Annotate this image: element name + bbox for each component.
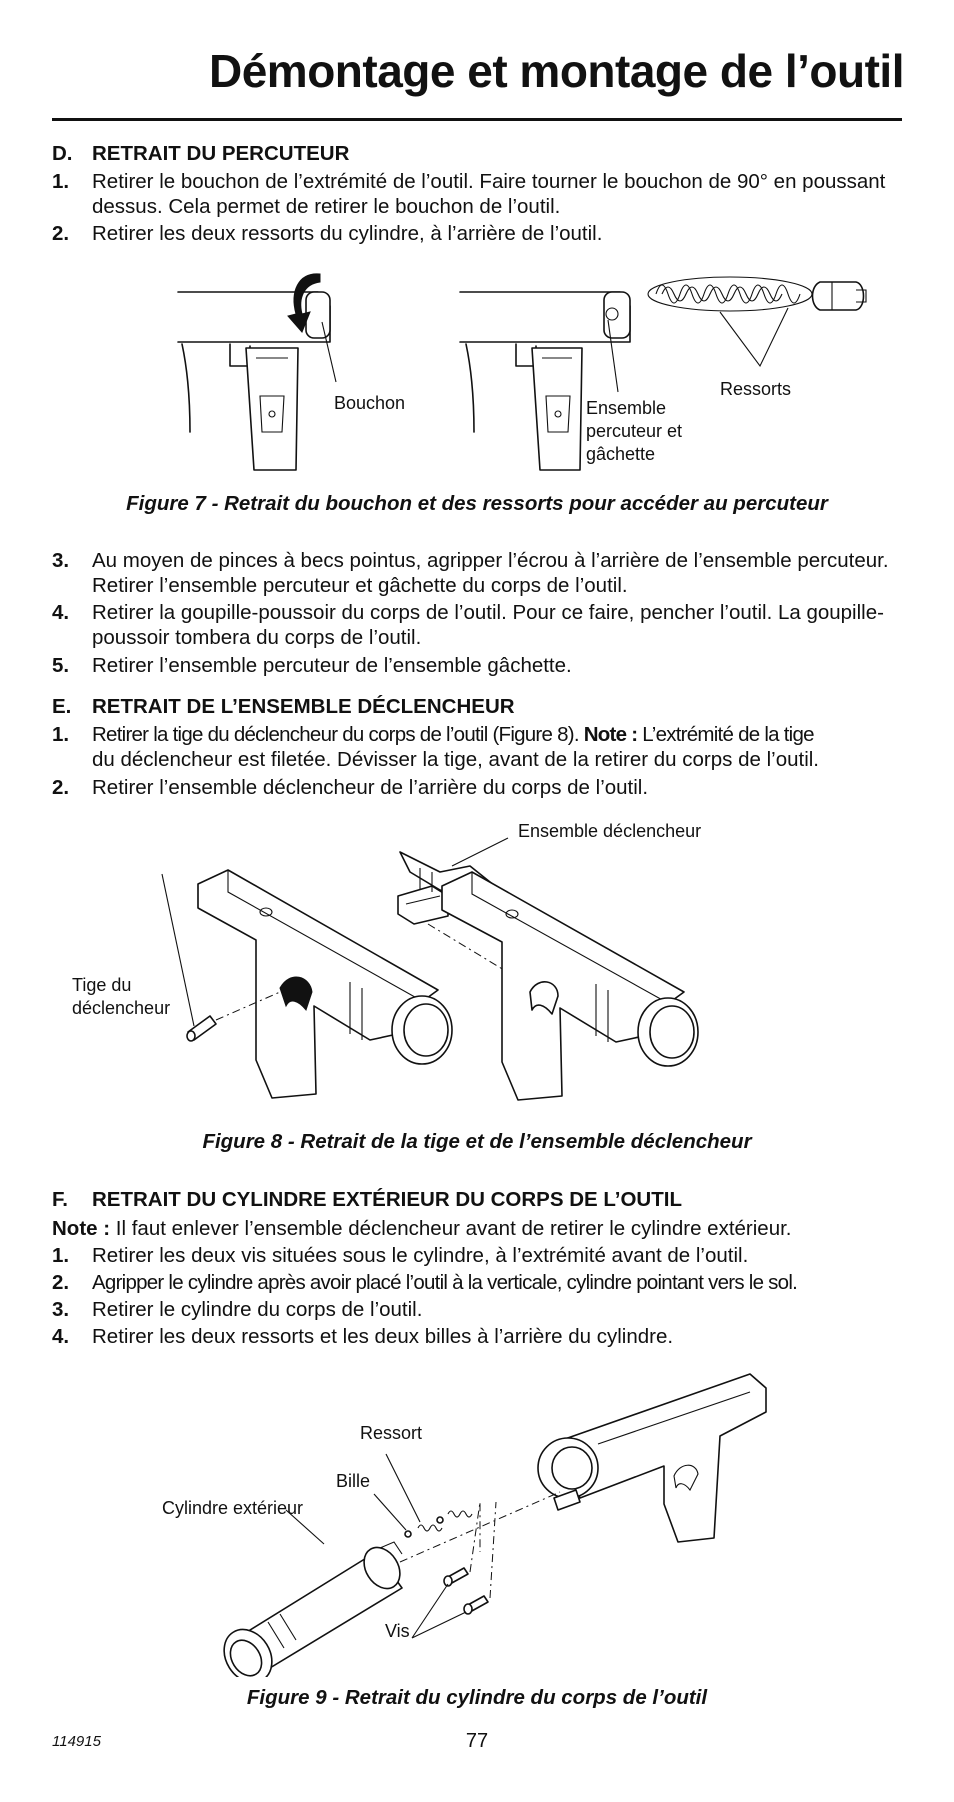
section-d-step-3	[52, 548, 906, 598]
section-f-letter: F.	[52, 1188, 68, 1211]
step-number: 4.	[52, 1325, 70, 1348]
step-text-after: L’extrémité de la tige	[642, 723, 814, 746]
section-e-title: RETRAIT DE L’ENSEMBLE DÉCLENCHEUR	[92, 695, 515, 718]
step-text: Retirer la goupille-poussoir du corps de l’outil. Pour ce faire, pencher l’outil. La goupille-poussoir tombera du corps de l’outil.	[92, 601, 884, 649]
step-number: 3.	[52, 549, 70, 572]
figure-7-illustration	[170, 262, 870, 487]
step-number: 1.	[52, 723, 70, 746]
step-number: 4.	[52, 601, 70, 624]
step-text: Retirer les deux vis situées sous le cylindre, à l’extrémité avant de l’outil.	[92, 1244, 749, 1267]
label-ressort: Ressort	[360, 1423, 423, 1443]
label-bouchon: Bouchon	[334, 393, 406, 413]
step-text: Retirer les deux ressorts du cylindre, à l’arrière de l’outil.	[92, 222, 603, 245]
document-number: 114915	[52, 1733, 101, 1750]
section-f-note	[52, 1216, 912, 1241]
figure-8-drawing	[60, 820, 850, 1110]
section-d-step-5	[52, 653, 906, 678]
trigger-rod	[187, 1016, 216, 1041]
section-d-step-4	[52, 600, 906, 650]
section-d-heading	[52, 142, 349, 166]
section-d-letter: D.	[52, 142, 73, 165]
tool-body-right	[442, 872, 698, 1100]
section-f-step-2	[52, 1270, 906, 1295]
label-tige-line-2: déclencheur	[72, 998, 171, 1018]
label-ensemble-declencheur: Ensemble déclencheur	[518, 821, 702, 841]
section-e-heading	[52, 695, 515, 719]
step-number: 2.	[52, 1271, 70, 1294]
label-cylindre-exterieur: Cylindre extérieur	[162, 1498, 304, 1518]
springs-and-balls	[405, 1511, 472, 1537]
section-f-title: RETRAIT DU CYLINDRE EXTÉRIEUR DU CORPS DE L’OUTIL	[92, 1188, 682, 1211]
step-text-line-1	[92, 722, 906, 747]
section-d-title: RETRAIT DU PERCUTEUR	[92, 142, 350, 165]
label-ensemble-line-2: percuteur et	[586, 421, 683, 441]
note-label: Note :	[52, 1217, 111, 1240]
cap	[306, 292, 330, 338]
step-number: 5.	[52, 654, 70, 677]
springs	[648, 277, 812, 311]
figure-7-drawing	[170, 262, 870, 487]
label-ressorts: Ressorts	[720, 379, 792, 399]
section-f-step-3	[52, 1297, 906, 1322]
screws	[444, 1568, 488, 1614]
figure-8-illustration	[60, 820, 850, 1110]
step-text-before: Retirer la tige du déclencheur du corps de l’outil (Figure 8).	[92, 723, 579, 746]
tool-handle-right	[532, 348, 582, 470]
removed-cap	[813, 282, 864, 310]
note-label: Note :	[583, 723, 638, 746]
figure-9-illustration	[150, 1362, 790, 1677]
section-e-step-1	[52, 722, 906, 772]
page-title: Démontage et montage de l’outil	[208, 45, 904, 97]
note-text: Il faut enlever l’ensemble déclencheur avant de retirer le cylindre extérieur.	[115, 1217, 792, 1240]
step-number: 1.	[52, 1244, 70, 1267]
step-number: 1.	[52, 170, 70, 193]
step-text: Retirer l’ensemble percuteur de l’ensemble gâchette.	[92, 654, 572, 677]
label-vis: Vis	[385, 1621, 410, 1641]
step-text: Au moyen de pinces à becs pointus, agripper l’écrou à l’arrière de l’ensemble percuteur. Retirer l’ensemble percuteur et gâchette du corps de l’outil.	[92, 549, 889, 597]
step-text: Retirer les deux ressorts et les deux billes à l’arrière du cylindre.	[92, 1325, 674, 1348]
label-ensemble-line-3: gâchette	[586, 444, 656, 464]
outer-cylinder	[215, 1541, 408, 1677]
section-f-step-1	[52, 1243, 906, 1268]
section-f-step-4	[52, 1324, 906, 1349]
step-number: 3.	[52, 1298, 70, 1321]
section-d-step-1	[52, 169, 906, 219]
step-text-line-2: du déclencheur est filetée. Dévisser la tige, avant de la retirer du corps de l’outil.	[92, 748, 819, 771]
step-text: Retirer le cylindre du corps de l’outil.	[92, 1298, 423, 1321]
section-f-heading	[52, 1188, 682, 1212]
figure-9-caption: Figure 9 - Retrait du cylindre du corps de l’outil	[246, 1686, 708, 1709]
label-bille: Bille	[336, 1471, 371, 1491]
label-tige-line-1: Tige du	[72, 975, 132, 995]
step-text: Retirer l’ensemble déclencheur de l’arrière du corps de l’outil.	[92, 776, 649, 799]
figure-8-caption: Figure 8 - Retrait de la tige et de l’ensemble déclencheur	[202, 1130, 752, 1153]
title-divider	[52, 118, 902, 121]
step-number: 2.	[52, 222, 70, 245]
label-ensemble-line-1: Ensemble	[586, 398, 667, 418]
step-text: Retirer le bouchon de l’extrémité de l’outil. Faire tourner le bouchon de 90° en poussant dessus. Cela permet de retirer le bouchon de l’outil.	[92, 170, 886, 218]
page-number: 77	[465, 1730, 489, 1752]
step-number: 2.	[52, 776, 70, 799]
figure-7-caption: Figure 7 - Retrait du bouchon et des ressorts pour accéder au percuteur	[126, 492, 828, 515]
tool-handle	[246, 348, 298, 470]
striker-assembly	[604, 292, 630, 338]
step-text: Agripper le cylindre après avoir placé l’outil à la verticale, cylindre pointant vers le sol.	[92, 1271, 798, 1294]
section-e-step-2	[52, 775, 906, 800]
section-d-step-2	[52, 221, 906, 246]
tool-body	[538, 1374, 766, 1542]
section-e-letter: E.	[52, 695, 72, 718]
